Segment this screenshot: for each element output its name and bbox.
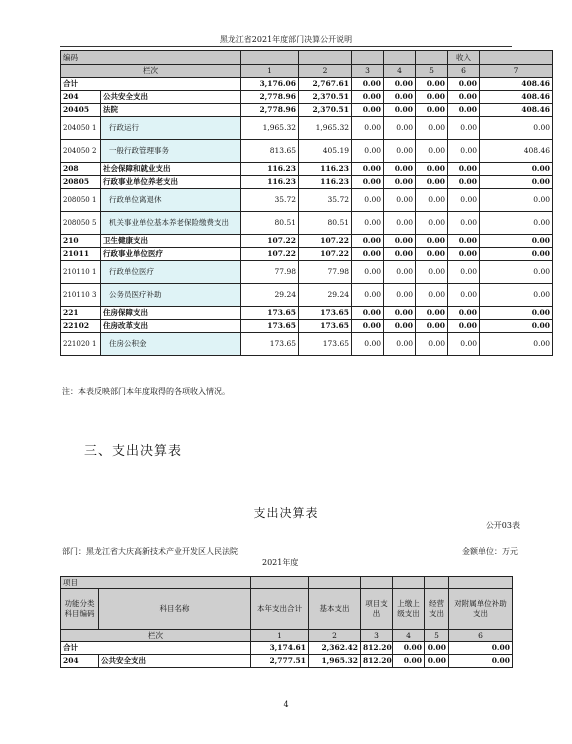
row-value: 0.00 — [448, 176, 480, 189]
row-value: 0.00 — [448, 189, 480, 212]
row-value: 0.00 — [425, 642, 449, 655]
row-value: 0.00 — [480, 189, 553, 212]
table-code-label: 公开03表 — [485, 521, 520, 530]
row-name: 行政事业单位医疗 — [101, 248, 241, 261]
row-name: 社会保障和就业支出 — [101, 163, 241, 176]
row-value: 77.98 — [241, 261, 299, 284]
row-name: 住房保障支出 — [101, 307, 241, 320]
row-value: 0.00 — [448, 140, 480, 163]
row-value: 0.00 — [352, 320, 384, 333]
column-index: 4 — [384, 65, 416, 78]
row-value: 408.46 — [480, 140, 553, 163]
row-value: 2,777.51 — [251, 655, 309, 668]
row-code: 204 — [61, 655, 99, 668]
row-value: 0.00 — [416, 117, 448, 140]
row-value: 0.00 — [480, 163, 553, 176]
row-value: 405.19 — [299, 140, 352, 163]
income-table — [60, 50, 553, 356]
row-value: 0.00 — [352, 235, 384, 248]
table-row — [61, 333, 553, 356]
row-value: 29.24 — [241, 284, 299, 307]
table-row — [61, 235, 553, 248]
row-value: 812.20 — [361, 655, 393, 668]
row-value: 1,965.32 — [299, 117, 352, 140]
row-value: 0.00 — [416, 248, 448, 261]
table-row — [61, 320, 553, 333]
code-header: 编码 — [61, 51, 241, 65]
row-value: 80.51 — [241, 212, 299, 235]
row-value: 0.00 — [352, 307, 384, 320]
table-row — [61, 261, 553, 284]
row-value: 0.00 — [448, 284, 480, 307]
row-value: 0.00 — [480, 212, 553, 235]
column-index-label: 栏次 — [61, 630, 251, 642]
expenditure-table-title: 支出决算表 — [253, 506, 319, 520]
row-value: 77.98 — [299, 261, 352, 284]
row-value: 0.00 — [352, 248, 384, 261]
row-value: 0.00 — [448, 117, 480, 140]
column-index: 4 — [393, 630, 425, 642]
row-name: 住房公积金 — [101, 333, 241, 356]
row-value: 80.51 — [299, 212, 352, 235]
row-value: 408.46 — [480, 91, 553, 104]
row-value: 0.00 — [448, 104, 480, 117]
row-value: 116.23 — [299, 176, 352, 189]
row-value: 107.22 — [241, 248, 299, 261]
row-value: 0.00 — [416, 307, 448, 320]
section-title: 三、支出决算表 — [84, 444, 183, 459]
table-row — [61, 642, 513, 655]
table-row — [61, 117, 553, 140]
row-value: 0.00 — [352, 140, 384, 163]
table-row — [61, 104, 553, 117]
column-index: 1 — [241, 65, 299, 78]
row-value: 35.72 — [241, 189, 299, 212]
row-code: 204050 2 — [61, 140, 101, 163]
row-value: 0.00 — [480, 261, 553, 284]
row-value: 0.00 — [416, 104, 448, 117]
row-value: 0.00 — [352, 176, 384, 189]
row-value: 0.00 — [384, 235, 416, 248]
row-value: 116.23 — [241, 163, 299, 176]
row-value: 107.22 — [299, 248, 352, 261]
row-value: 0.00 — [352, 189, 384, 212]
row-code: 221020 1 — [61, 333, 101, 356]
row-code: 210110 1 — [61, 261, 101, 284]
row-value: 0.00 — [416, 140, 448, 163]
row-value: 0.00 — [384, 117, 416, 140]
year-label: 2021年度 — [262, 558, 299, 567]
row-value: 107.22 — [299, 235, 352, 248]
row-value: 2,370.51 — [299, 91, 352, 104]
row-name: 行政运行 — [101, 117, 241, 140]
row-value: 408.46 — [480, 78, 553, 91]
row-value: 0.00 — [480, 235, 553, 248]
row-value: 1,965.32 — [241, 117, 299, 140]
row-code: 210 — [61, 235, 101, 248]
department-label: 部门：黑龙江省大庆高新技术产业开发区人民法院 — [62, 547, 238, 556]
project-header: 项目 — [61, 577, 251, 589]
table-row — [61, 189, 553, 212]
column-header: 基本支出 — [309, 589, 361, 630]
column-header: 对附属单位补助支出 — [449, 589, 513, 630]
expenditure-table-body — [61, 642, 513, 668]
column-index: 3 — [361, 630, 393, 642]
row-value: 0.00 — [480, 333, 553, 356]
expenditure-table — [60, 576, 513, 668]
row-value: 0.00 — [352, 333, 384, 356]
row-name: 公共安全支出 — [101, 91, 241, 104]
subject-name-header: 科目名称 — [99, 589, 251, 630]
row-value: 0.00 — [416, 320, 448, 333]
column-index: 2 — [299, 65, 352, 78]
header-rule — [60, 46, 512, 47]
row-value: 0.00 — [448, 78, 480, 91]
row-code: 20405 — [61, 104, 101, 117]
row-value: 173.65 — [241, 320, 299, 333]
column-header: 经营支出 — [425, 589, 449, 630]
unit-label: 金额单位：万元 — [462, 547, 518, 556]
row-value: 173.65 — [299, 333, 352, 356]
row-value: 0.00 — [384, 140, 416, 163]
row-value: 0.00 — [352, 261, 384, 284]
row-value: 0.00 — [352, 117, 384, 140]
row-value: 0.00 — [384, 176, 416, 189]
row-code: 210110 3 — [61, 284, 101, 307]
income-header-row-1 — [61, 51, 553, 65]
row-value: 0.00 — [384, 320, 416, 333]
row-value: 2,778.96 — [241, 104, 299, 117]
row-code: 208 — [61, 163, 101, 176]
row-code: 合计 — [61, 642, 251, 655]
table-row — [61, 248, 553, 261]
row-code: 204050 1 — [61, 117, 101, 140]
row-code: 208050 1 — [61, 189, 101, 212]
row-value: 0.00 — [448, 212, 480, 235]
row-value: 0.00 — [352, 78, 384, 91]
column-index: 3 — [352, 65, 384, 78]
row-value: 0.00 — [448, 261, 480, 284]
row-value: 3,176.06 — [241, 78, 299, 91]
row-value: 813.65 — [241, 140, 299, 163]
table-row — [61, 284, 553, 307]
row-value: 0.00 — [449, 655, 513, 668]
expenditure-header-row-1 — [61, 577, 513, 589]
row-value: 0.00 — [416, 163, 448, 176]
function-code-header: 功能分类科目编码 — [61, 589, 99, 630]
row-value: 0.00 — [425, 655, 449, 668]
row-value: 173.65 — [241, 333, 299, 356]
row-name: 行政事业单位养老支出 — [101, 176, 241, 189]
page-number: 4 — [283, 700, 289, 709]
table-row — [61, 176, 553, 189]
row-value: 0.00 — [384, 307, 416, 320]
row-value: 173.65 — [299, 307, 352, 320]
row-code: 20805 — [61, 176, 101, 189]
income-header: 收入 — [448, 51, 480, 65]
row-value: 0.00 — [480, 117, 553, 140]
row-value: 0.00 — [384, 104, 416, 117]
table-row — [61, 163, 553, 176]
column-index: 6 — [448, 65, 480, 78]
row-value: 0.00 — [416, 333, 448, 356]
income-header-row-2 — [61, 65, 553, 78]
row-value: 0.00 — [416, 235, 448, 248]
row-value: 0.00 — [448, 248, 480, 261]
row-value: 116.23 — [241, 176, 299, 189]
row-value: 0.00 — [448, 320, 480, 333]
column-header: 上缴上级支出 — [393, 589, 425, 630]
column-index: 5 — [416, 65, 448, 78]
row-value: 116.23 — [299, 163, 352, 176]
running-header: 黑龙江省2021年度部门决算公开说明 — [219, 35, 353, 44]
table-row — [61, 91, 553, 104]
row-value: 0.00 — [480, 284, 553, 307]
row-value: 0.00 — [352, 104, 384, 117]
row-value: 0.00 — [480, 176, 553, 189]
row-value: 0.00 — [352, 163, 384, 176]
column-index-label: 栏次 — [61, 65, 241, 78]
row-value: 0.00 — [480, 248, 553, 261]
expenditure-header-row-2 — [61, 589, 513, 630]
row-value: 2,362.42 — [309, 642, 361, 655]
row-value: 0.00 — [384, 163, 416, 176]
row-value: 107.22 — [241, 235, 299, 248]
row-value: 0.00 — [448, 333, 480, 356]
row-name: 行政单位离退休 — [101, 189, 241, 212]
row-value: 35.72 — [299, 189, 352, 212]
row-name: 住房改革支出 — [101, 320, 241, 333]
row-value: 0.00 — [393, 655, 425, 668]
row-value: 0.00 — [448, 91, 480, 104]
row-name: 公共安全支出 — [99, 655, 251, 668]
column-index: 5 — [425, 630, 449, 642]
row-value: 0.00 — [352, 284, 384, 307]
row-value: 0.00 — [384, 248, 416, 261]
row-value: 0.00 — [384, 284, 416, 307]
expenditure-header-row-3 — [61, 630, 513, 642]
row-value: 173.65 — [299, 320, 352, 333]
row-value: 0.00 — [416, 261, 448, 284]
row-value: 0.00 — [449, 642, 513, 655]
column-index: 1 — [251, 630, 309, 642]
income-table-body — [61, 78, 553, 356]
row-value: 0.00 — [416, 284, 448, 307]
row-value: 0.00 — [416, 212, 448, 235]
row-code: 22102 — [61, 320, 101, 333]
row-code: 221 — [61, 307, 101, 320]
row-value: 0.00 — [384, 189, 416, 212]
table-row — [61, 212, 553, 235]
row-value: 173.65 — [241, 307, 299, 320]
row-value: 0.00 — [416, 189, 448, 212]
row-code: 合计 — [61, 78, 241, 91]
row-value: 0.00 — [416, 78, 448, 91]
row-value: 2,370.51 — [299, 104, 352, 117]
column-header: 本年支出合计 — [251, 589, 309, 630]
row-value: 0.00 — [448, 307, 480, 320]
table-row — [61, 655, 513, 668]
row-name: 机关事业单位基本养老保险缴费支出 — [101, 212, 241, 235]
row-name: 一般行政管理事务 — [101, 140, 241, 163]
row-value: 2,767.61 — [299, 78, 352, 91]
row-value: 0.00 — [384, 261, 416, 284]
column-index: 7 — [480, 65, 553, 78]
row-value: 0.00 — [448, 235, 480, 248]
row-name: 卫生健康支出 — [101, 235, 241, 248]
row-value: 0.00 — [480, 307, 553, 320]
row-code: 21011 — [61, 248, 101, 261]
row-value: 0.00 — [352, 91, 384, 104]
row-name: 法院 — [101, 104, 241, 117]
column-index: 6 — [449, 630, 513, 642]
row-value: 3,174.61 — [251, 642, 309, 655]
table-row — [61, 78, 553, 91]
column-index: 2 — [309, 630, 361, 642]
row-value: 0.00 — [393, 642, 425, 655]
row-value: 0.00 — [384, 333, 416, 356]
row-value: 1,965.32 — [309, 655, 361, 668]
table-note: 注：本表反映部门本年度取得的各项收入情况。 — [62, 387, 230, 396]
row-value: 29.24 — [299, 284, 352, 307]
table-row — [61, 307, 553, 320]
row-value: 0.00 — [384, 212, 416, 235]
row-code: 204 — [61, 91, 101, 104]
row-value: 0.00 — [416, 91, 448, 104]
row-value: 408.46 — [480, 104, 553, 117]
row-value: 812.20 — [361, 642, 393, 655]
row-value: 0.00 — [352, 212, 384, 235]
row-value: 0.00 — [384, 91, 416, 104]
row-code: 208050 5 — [61, 212, 101, 235]
table-row — [61, 140, 553, 163]
row-value: 0.00 — [448, 163, 480, 176]
row-value: 0.00 — [384, 78, 416, 91]
row-name: 公务员医疗补助 — [101, 284, 241, 307]
column-header: 项目支出 — [361, 589, 393, 630]
row-name: 行政单位医疗 — [101, 261, 241, 284]
row-value: 0.00 — [416, 176, 448, 189]
row-value: 2,778.96 — [241, 91, 299, 104]
row-value: 0.00 — [480, 320, 553, 333]
